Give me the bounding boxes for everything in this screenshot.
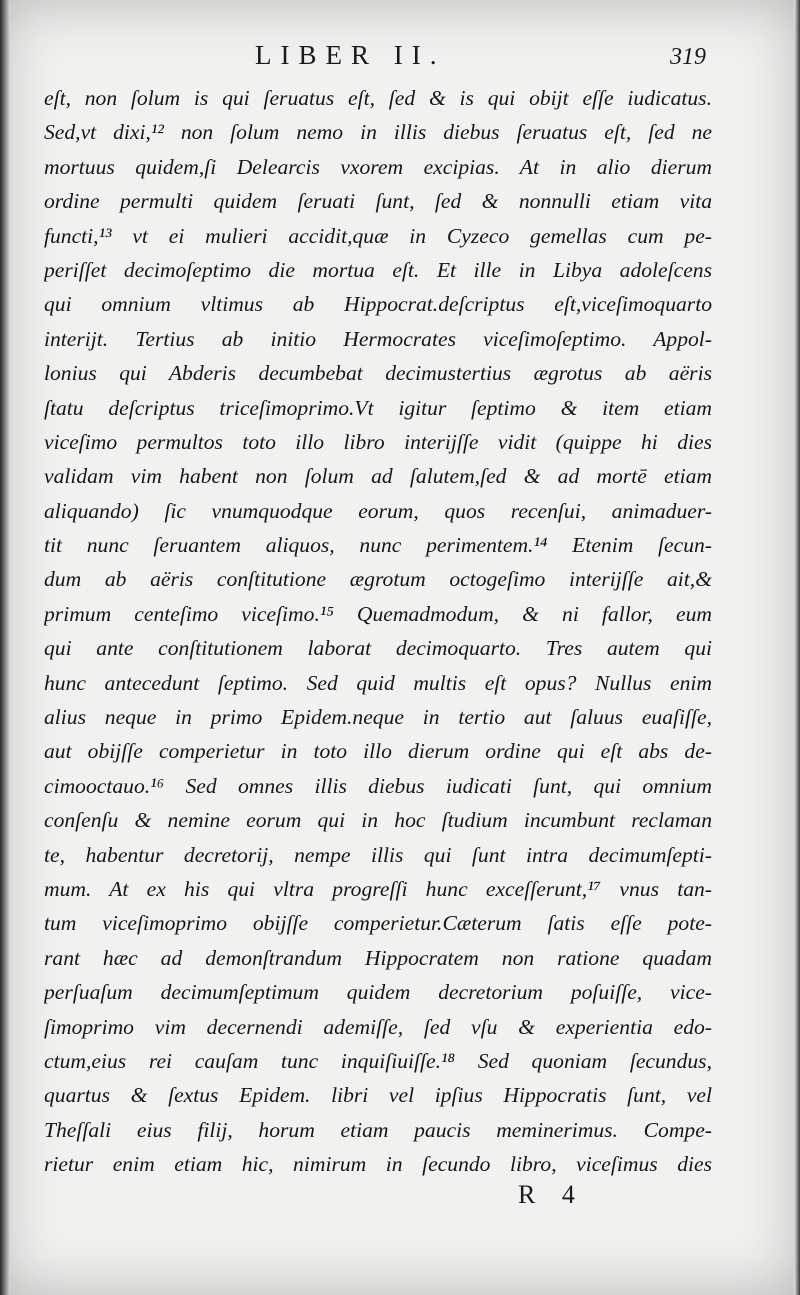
running-head-title: LIBER II.: [255, 40, 446, 70]
text-line: cimooctauo.¹⁶ Sed omnes illis diebus iudicati ſunt, qui omnium: [44, 773, 712, 798]
text-line: eſt, non ſolum is qui ſeruatus eſt, ſed & is qui obijt eſſe iudicatus.: [44, 86, 712, 110]
text-line: Sed,vt dixi,¹² non ſolum nemo in illis diebus ſeruatus eſt, ſed ne: [44, 120, 712, 145]
text-line: mortuus quidem,ſi Delearcis vxorem excipias. At in alio dierum: [44, 154, 712, 179]
text-line: mum. At ex his qui vltra progreſſi hunc exceſſerunt,¹⁷ vnus tan-: [44, 876, 712, 901]
text-line: primum centeſimo viceſimo.¹⁵ Quemadmodum, & ni fallor, eum: [44, 601, 712, 626]
page-left-edge-shadow: [0, 0, 10, 1295]
text-line: ctum,eius rei cauſam tunc inquiſiuiſſe.¹⁸ Sed quoniam ſecundus,: [44, 1048, 712, 1073]
text-line: alius neque in primo Epidem.neque in tertio aut ſaluus euaſiſſe,: [44, 705, 712, 730]
text-line: tit nunc ſeruantem aliquos, nunc perimentem.¹⁴ Etenim ſecun-: [44, 533, 712, 558]
text-line: hunc antecedunt ſeptimo. Sed quid multis eſt opus? Nullus enim: [44, 670, 712, 695]
text-line: interijt. Tertius ab initio Hermocrates viceſimoſeptimo. Appol-: [44, 326, 712, 351]
text-line: qui ante conſtitutionem laborat decimoquarto. Tres autem qui: [44, 636, 712, 661]
text-line: aut obijſſe comperietur in toto illo dierum ordine qui eſt abs de-: [44, 739, 712, 764]
text-line: rant hæc ad demonſtrandum Hippocratem non ratione quadam: [44, 945, 712, 970]
signature-mark: R 4: [518, 1180, 585, 1209]
text-line: quartus & ſextus Epidem. libri vel ipſius Hippocratis ſunt, vel: [44, 1083, 712, 1108]
page-right-edge-shadow: [794, 0, 800, 1295]
text-line: te, habentur decretorij, nempe illis qui ſunt intra decimumſepti-: [44, 842, 712, 867]
text-line: conſenſu & nemine eorum qui in hoc ſtudium incumbunt reclaman: [44, 808, 712, 833]
running-head: [0, 40, 800, 80]
text-line: ordine permulti quidem ſeruati ſunt, ſed & nonnulli etiam vita: [44, 189, 712, 214]
text-line: aliquando) ſic vnumquodque eorum, quos recenſui, animaduer-: [44, 498, 712, 523]
text-line: perſuaſum decimumſeptimum quidem decretorium poſuiſſe, vice-: [44, 980, 712, 1005]
text-line: functi,¹³ vt ei mulieri accidit,quæ in Cyzeco gemellas cum pe-: [44, 223, 712, 248]
text-line: dum ab aëris conſtitutione ægrotum octogeſimo interijſſe ait,&: [44, 567, 712, 592]
text-line: validam vim habent non ſolum ad ſalutem,ſed & ad mortē etiam: [44, 464, 712, 489]
body-text: [44, 81, 712, 1182]
text-line: Theſſali eius filij, horum etiam paucis meminerimus. Compe-: [44, 1117, 712, 1142]
text-line: rietur enim etiam hic, nimirum in ſecundo libro, viceſimus dies: [44, 1152, 712, 1177]
text-line: ſimoprimo vim decernendi ademiſſe, ſed vſu & experientia edo-: [44, 1014, 712, 1039]
text-line: tum viceſimoprimo obijſſe comperietur.Cæterum ſatis eſſe pote-: [44, 911, 712, 936]
text-line: ſtatu deſcriptus triceſimoprimo.Vt igitur ſeptimo & item etiam: [44, 395, 712, 420]
text-line: qui omnium vltimus ab Hippocrat.deſcriptus eſt,viceſimoquarto: [44, 292, 712, 317]
page-number: 319: [670, 44, 706, 70]
text-line: periſſet decimoſeptimo die mortua eſt. Et ille in Libya adoleſcens: [44, 257, 712, 282]
text-line: viceſimo permultos toto illo libro interijſſe vidit (quippe hi dies: [44, 429, 712, 454]
text-line: lonius qui Abderis decumbebat decimustertius ægrotus ab aëris: [44, 361, 712, 386]
